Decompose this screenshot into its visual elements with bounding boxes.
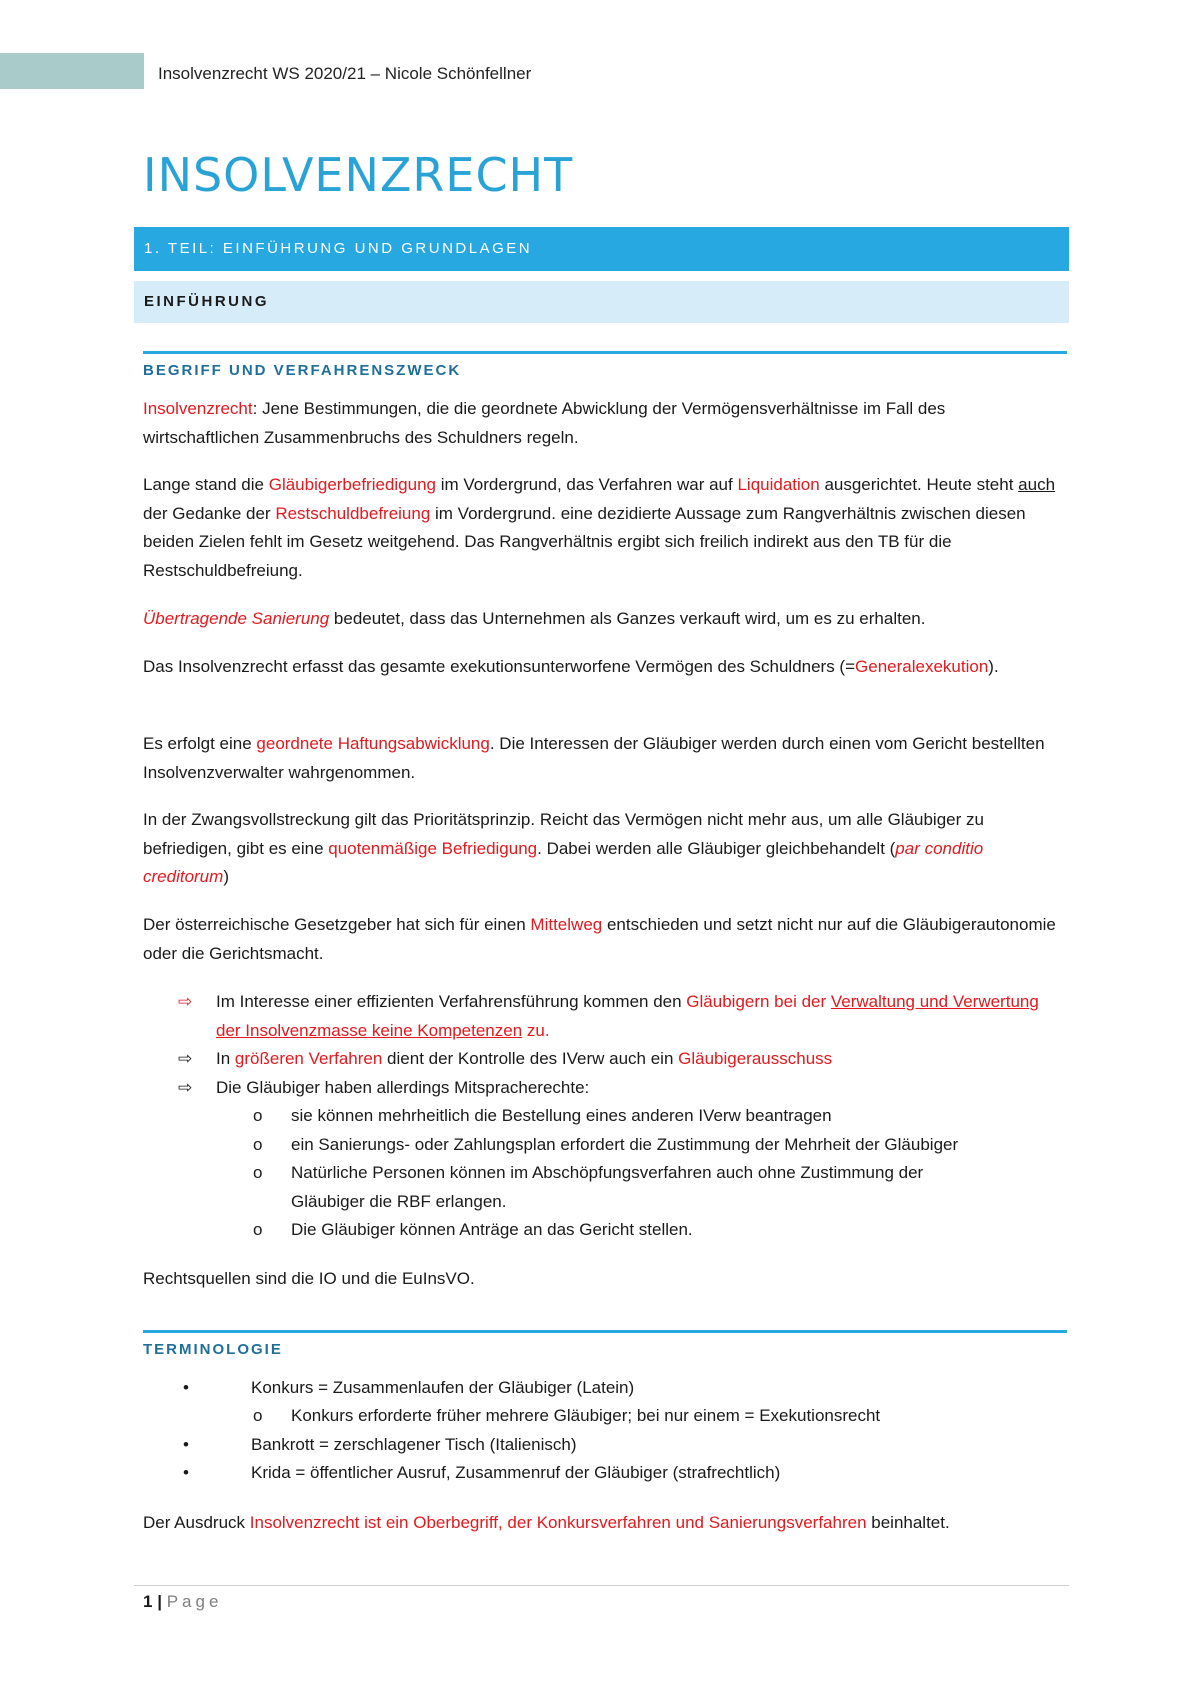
paragraph-sanierung	[143, 605, 1063, 634]
sub-item-text: ein Sanierungs- oder Zahlungsplan erfordert die Zustimmung der Mehrheit der Gläubiger	[291, 1135, 959, 1154]
red-italic-term: Übertragende Sanierung	[143, 609, 330, 628]
text: Die Gläubiger haben allerdings Mitspracherechte:	[216, 1078, 590, 1097]
text: Es erfolgt eine	[143, 734, 257, 753]
section-title: TERMINOLOGIE	[143, 1341, 283, 1358]
circle-bullet-icon: o	[253, 1406, 263, 1425]
arrow-item	[178, 988, 1068, 1045]
sub-list-item	[253, 1402, 1073, 1431]
sub-list-item	[253, 1131, 1073, 1160]
footer-divider	[134, 1585, 1069, 1586]
text: ).	[988, 657, 999, 676]
red-term: Gläubigern bei der	[686, 992, 831, 1011]
arrow-right-icon: ⇨	[178, 992, 193, 1011]
section-heading-begriff	[143, 351, 1067, 379]
running-header: Insolvenzrecht WS 2020/21 – Nicole Schönfellner	[158, 64, 532, 83]
circle-bullet-icon: o	[253, 1163, 263, 1182]
red-term: größeren Verfahren	[234, 1049, 383, 1068]
page-label: Page	[166, 1592, 223, 1611]
circle-bullet-icon: o	[253, 1220, 263, 1239]
bullet-text: Krida = öffentlicher Ausruf, Zusammenruf der Gläubiger (strafrechtlich)	[251, 1463, 781, 1482]
part-heading: 1. TEIL: EINFÜHRUNG UND GRUNDLAGEN	[134, 227, 1069, 271]
chapter-heading: EINFÜHRUNG	[134, 281, 1069, 323]
paragraph-definition	[143, 395, 1063, 452]
arrow-item	[178, 1074, 1068, 1103]
red-italic-term: par conditio creditorum	[143, 838, 984, 886]
red-term: Restschuldbefreiung	[275, 503, 431, 523]
text: entschieden und setzt nicht nur auf die Gläubigerautonomie oder die Gerichtsmacht.	[143, 915, 1056, 963]
page-footer	[143, 1592, 222, 1612]
paragraph-goals	[143, 471, 1063, 585]
text: ausgerichtet. Heute steht	[819, 475, 1019, 494]
sub-list-item	[253, 1159, 1073, 1216]
text: . Die Interessen der Gläubiger werden durch einen vom Gericht bestellten Insolvenzverwalter wahrgenommen.	[143, 734, 1045, 782]
text: dient der Kontrolle des IVerw auch ein	[382, 1049, 679, 1068]
text: Der Ausdruck	[143, 1513, 250, 1532]
red-term: zu.	[522, 1020, 550, 1040]
text: im Vordergrund, das Verfahren war auf	[436, 475, 738, 494]
paragraph-haftungsabwicklung	[143, 730, 1063, 787]
text: bedeutet, dass das Unternehmen als Ganzes verkauft wird, um es zu erhalten.	[329, 609, 926, 628]
red-term: quotenmäßige Befriedigung	[328, 838, 538, 858]
section-heading-terminologie	[143, 1330, 1067, 1358]
red-underlined-term: Verwaltung und Verwertung der Insolvenzmasse keine Kompetenzen	[216, 992, 1039, 1040]
paragraph-text: : Jene Bestimmungen, die die geordnete Abwicklung der Vermögensverhältnisse im Fall des wirtschaftlichen Zusammenbruchs des Schuldners regeln.	[143, 399, 946, 447]
sub-item-text: sie können mehrheitlich die Bestellung eines anderen IVerw beantragen	[291, 1106, 832, 1125]
bullet-item	[183, 1431, 1063, 1460]
red-term: Gläubigerausschuss	[678, 1049, 833, 1068]
text: Das Insolvenzrecht erfasst das gesamte exekutionsunterworfene Vermögen des Schuldners (=	[143, 657, 856, 676]
sub-list-item	[253, 1216, 1073, 1245]
text: In der Zwangsvollstreckung gilt das Prioritätsprinzip. Reicht das Vermögen nicht mehr aus, um alle Gläubiger zu befriedigen, gibt es eine	[143, 810, 984, 858]
text: im Vordergrund. eine dezidierte Aussage zum Rangverhältnis zwischen diesen beiden Zielen fehlt im Gesetz weitgehend. Das Rangverhältnis ergibt sich freilich indirekt aus den TB für die Restschuldbefreiung.	[143, 503, 1026, 580]
page-number: 1	[143, 1592, 153, 1611]
sub-item-text: Die Gläubiger können Anträge an das Gericht stellen.	[291, 1220, 693, 1239]
footer-separator: |	[157, 1592, 162, 1611]
paragraph-text: Rechtsquellen sind die IO und die EuInsVO.	[143, 1269, 475, 1288]
bullet-item	[183, 1459, 1063, 1488]
text: )	[223, 867, 229, 886]
text: Lange stand die	[143, 475, 269, 494]
bullet-icon: •	[183, 1463, 189, 1482]
arrow-item	[178, 1045, 1068, 1074]
paragraph-generalexekution	[143, 653, 1063, 682]
circle-bullet-icon: o	[253, 1106, 263, 1125]
header-color-block	[0, 53, 144, 89]
text: In	[216, 1049, 235, 1068]
red-term: geordnete Haftungsabwicklung	[256, 734, 490, 753]
bullet-icon: •	[183, 1378, 189, 1397]
underlined-word: auch	[1018, 475, 1056, 494]
arrow-right-icon: ⇨	[178, 1078, 193, 1097]
text: beinhaltet.	[866, 1513, 950, 1532]
arrow-right-icon: ⇨	[178, 1049, 193, 1068]
red-term: Insolvenzrecht	[143, 399, 253, 418]
bullet-text: Bankrott = zerschlagener Tisch (Italienisch)	[251, 1435, 577, 1454]
document-title: INSOLVENZRECHT	[143, 148, 574, 202]
sub-item-text: Natürliche Personen können im Abschöpfungsverfahren auch ohne Zustimmung der Gläubiger die RBF erlangen.	[291, 1163, 924, 1211]
red-term: Mittelweg	[530, 915, 603, 934]
bullet-icon: •	[183, 1435, 189, 1454]
red-term: Insolvenzrecht ist ein Oberbegriff, der Konkursverfahren und Sanierungsverfahren	[249, 1513, 867, 1532]
section-title: BEGRIFF UND VERFAHRENSZWECK	[143, 362, 462, 379]
paragraph-prioritaet	[143, 806, 1063, 892]
text: Im Interesse einer effizienten Verfahrensführung kommen den	[216, 992, 687, 1011]
paragraph-oberbegriff	[143, 1509, 1063, 1538]
text: Der österreichische Gesetzgeber hat sich für einen	[143, 915, 531, 934]
red-term: Liquidation	[737, 475, 820, 494]
paragraph-mittelweg	[143, 911, 1063, 968]
sub-item-text: Konkurs erforderte früher mehrere Gläubiger; bei nur einem = Exekutionsrecht	[291, 1406, 881, 1425]
bullet-text: Konkurs = Zusammenlaufen der Gläubiger (Latein)	[251, 1378, 635, 1397]
circle-bullet-icon: o	[253, 1135, 263, 1154]
bullet-item	[183, 1374, 1063, 1403]
red-term: Generalexekution	[855, 657, 989, 676]
text: . Dabei werden alle Gläubiger gleichbehandelt (	[537, 838, 896, 858]
text: der Gedanke der	[143, 503, 276, 523]
paragraph-rechtsquellen	[143, 1265, 1063, 1294]
sub-list-item	[253, 1102, 1073, 1131]
red-term: Gläubigerbefriedigung	[268, 475, 437, 494]
